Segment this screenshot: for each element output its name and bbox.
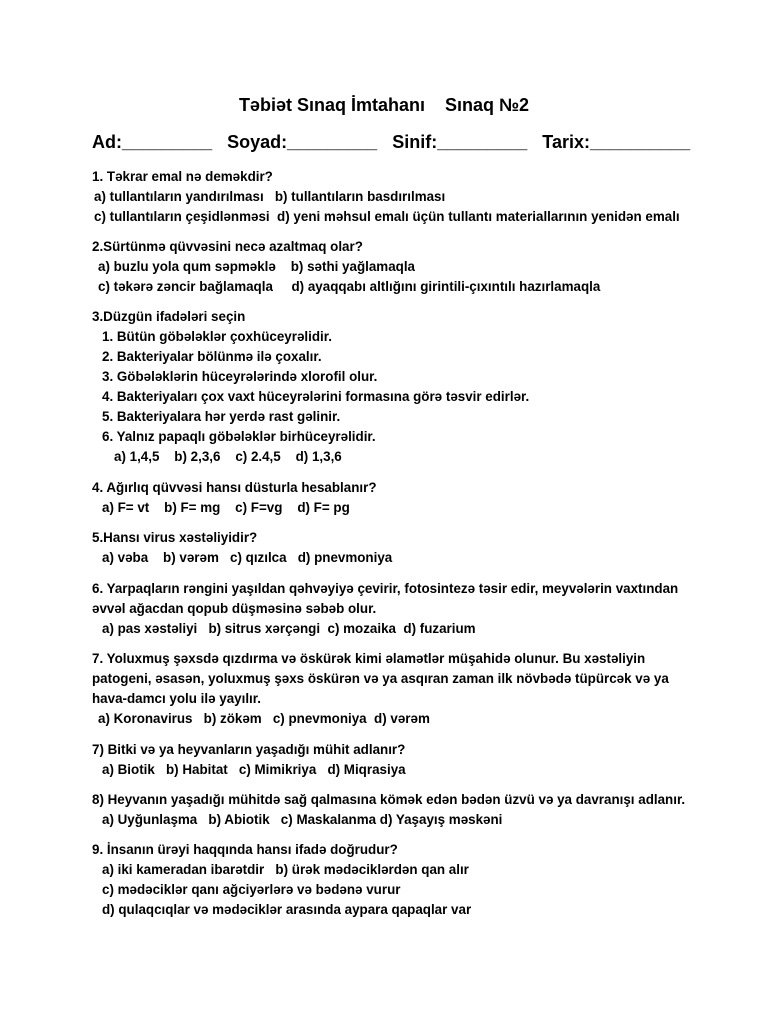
answer-options: c) tullantıların çeşidlənməsi d) yeni məhsul emalı üçün tullantı materiallarının yenidən emalı [94,209,680,224]
answer-options: a) buzlu yola qum səpməklə b) səthi yağlamaqla [98,259,416,274]
question-text: 1. Təkrar emal nə deməkdir? [92,169,273,184]
question-text: patogeni, əsasən, yoluxmuş şəxs öskürən və ya asqıran zaman ilk növbədə tüpürcək və ya [92,671,669,686]
answer-options: a) Koronavirus b) zökəm c) pnevmoniya d) vərəm [98,711,430,726]
question-text: 7. Yoluxmuş şəxsdə qızdırma və öskürək kimi əlamətlər müşahidə olunur. Bu xəstəliyin [92,651,646,666]
question-text: 2.Sürtünmə qüvvəsini necə azaltmaq olar? [92,239,363,254]
answer-options: a) vəba b) vərəm c) qızılca d) pnevmoniya [102,550,393,565]
answer-options: c) təkərə zəncir bağlamaqla d) ayaqqabı altlığını girintili-çıxıntılı hazırlamaqla [98,279,601,294]
question-1 [92,167,732,227]
answer-options: a) pas xəstəliyi b) sitrus xərçəngi c) mozaika d) fuzarium [102,621,476,636]
answer-options: a) iki kameradan ibarətdir b) ürək mədəciklərdən qan alır [102,862,469,877]
answer-options: a) tullantıların yandırılması b) tullantıların basdırılması [94,189,446,204]
statement: 3. Göbələklərin hüceyrələrində xlorofil olur. [102,369,378,384]
answer-options: a) F= vt b) F= mg c) F=vg d) F= pg [102,500,350,515]
question-5 [92,528,732,568]
statement: 6. Yalnız papaqlı göbələklər birhüceyrəlidir. [102,429,376,444]
statement: 2. Bakteriyalar bölünmə ilə çoxalır. [102,349,322,364]
answer-options: c) mədəciklər qanı ağciyərlərə və bədənə vurur [102,882,401,897]
question-8 [92,740,732,780]
exam-title: Təbiət Sınaq İmtahanı Sınaq №2 [238,95,530,115]
question-text: əvvəl ağacdan qopub düşməsinə səbəb olur. [92,601,377,616]
question-text: 3.Düzgün ifadələri seçin [92,309,246,324]
question-2 [92,237,732,297]
question-4 [92,478,732,518]
student-info-fields: Ad:_________ Soyad:_________ Sinif:_________ Tarix:__________ [92,132,691,152]
question-3 [92,307,732,467]
question-text: hava-damcı yolu ilə yayılır. [92,691,261,706]
answer-options: a) Biotik b) Habitat c) Mimikriya d) Miqrasiya [102,762,406,777]
question-text: 8) Heyvanın yaşadığı mühitdə sağ qalmasına kömək edən bədən üzvü və ya davranışı adlanır. [92,792,686,807]
answer-options: d) qulaqcıqlar və mədəciklər arasında aypara qapaqlar var [102,902,472,917]
statement: 1. Bütün göbələklər çoxhüceyrəlidir. [102,329,332,344]
question-text: 6. Yarpaqların rəngini yaşıldan qəhvəyiyə çevirir, fotosintezə təsir edir, meyvələrin vaxtından [92,581,679,596]
question-6 [92,579,732,639]
question-text: 9. İnsanın ürəyi haqqında hansı ifadə doğrudur? [92,842,398,857]
question-text: 5.Hansı virus xəstəliyidir? [92,530,258,545]
question-text: 4. Ağırlıq qüvvəsi hansı düsturla hesablanır? [92,480,377,495]
answer-options: a) Uyğunlaşma b) Abiotik c) Maskalanma d) Yaşayış məskəni [102,812,503,827]
answer-options: a) 1,4,5 b) 2,3,6 c) 2.4,5 d) 1,3,6 [114,449,342,464]
question-10 [92,840,732,920]
statement: 4. Bakteriyaları çox vaxt hüceyrələrini formasına görə təsvir edirlər. [102,389,530,404]
question-9 [92,790,732,830]
statement: 5. Bakteriyalara hər yerdə rast gəlinir. [102,409,341,424]
question-text: 7) Bitki və ya heyvanların yaşadığı mühit adlanır? [92,742,406,757]
question-7 [92,649,732,729]
